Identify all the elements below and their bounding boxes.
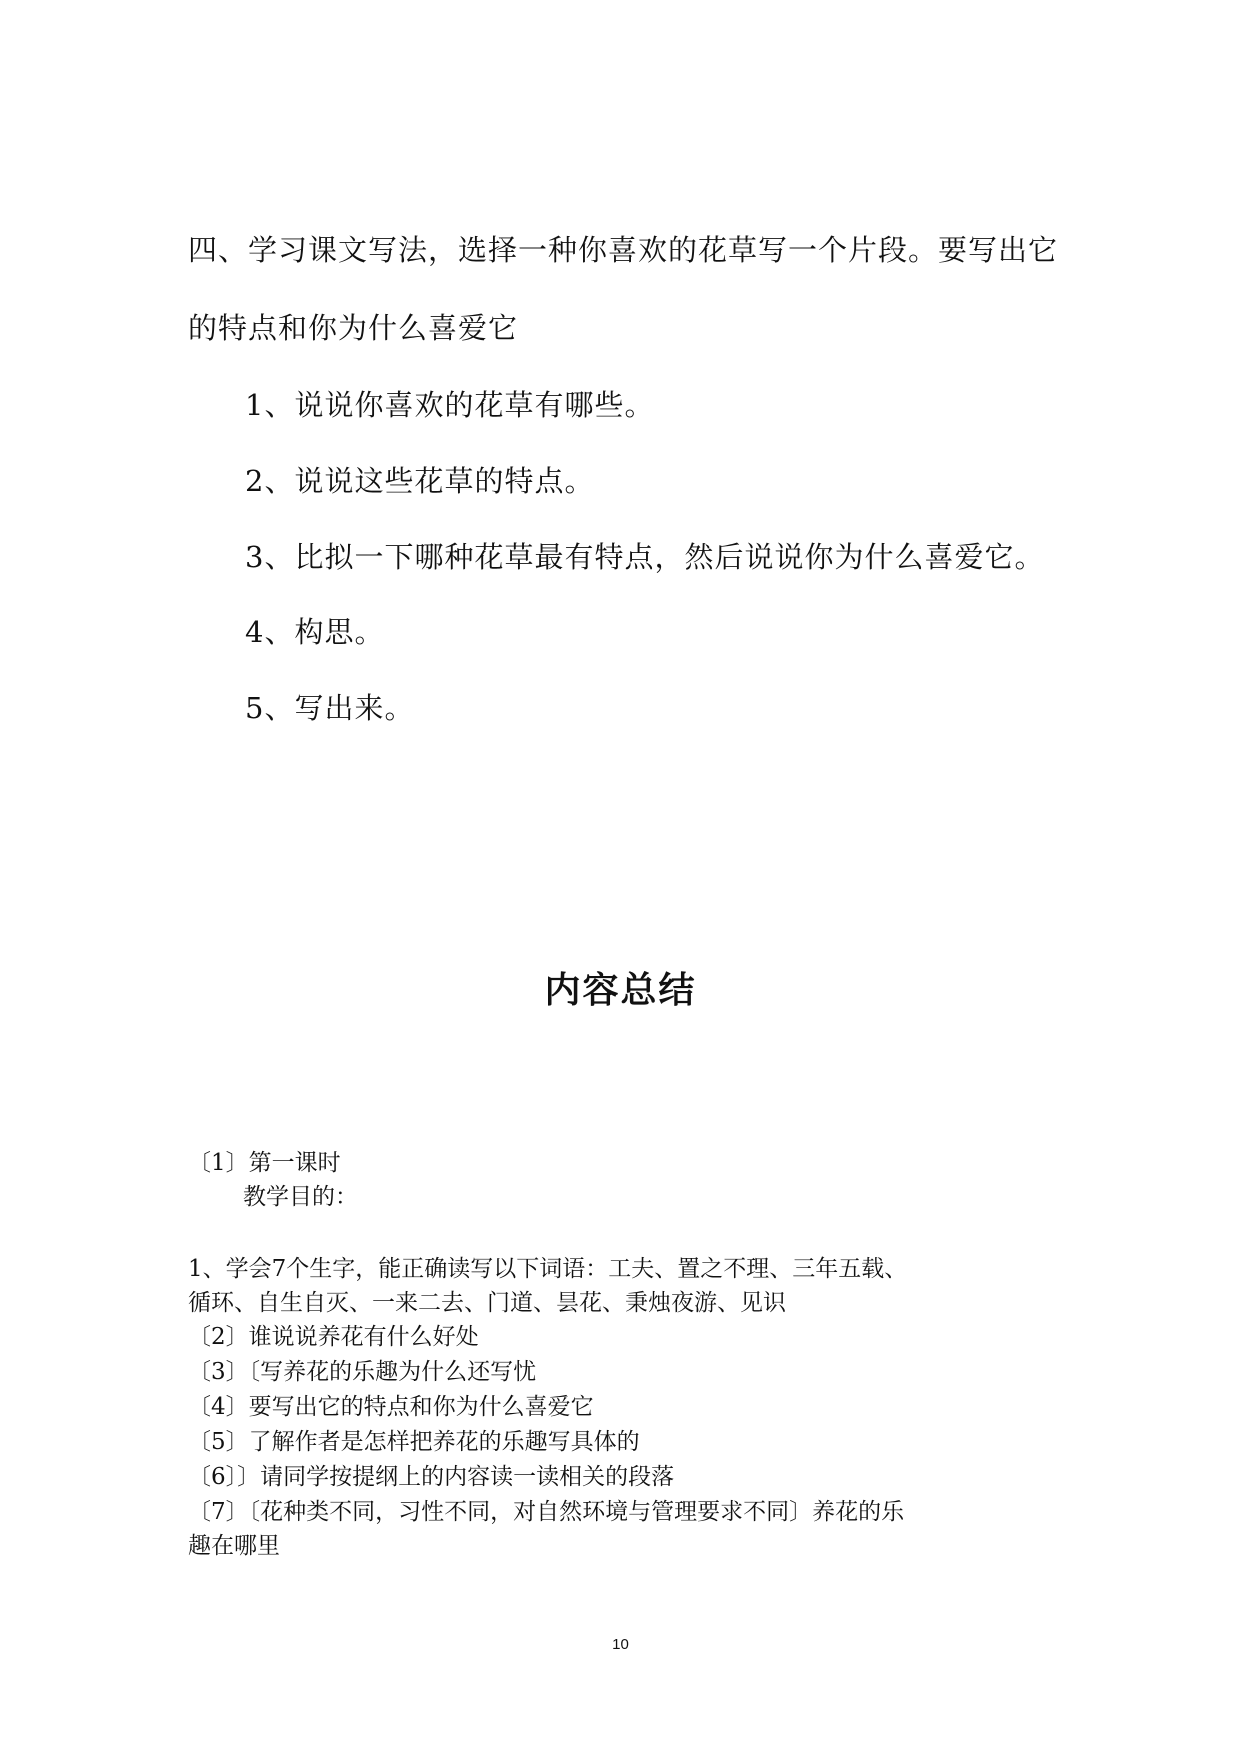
summary-line-8: 〔5〕了解作者是怎样把养花的乐趣写具体的 <box>188 1429 640 1455</box>
summary-line-7: 〔4〕要写出它的特点和你为什么喜爱它 <box>188 1394 594 1420</box>
section4-step-5: 5、写出来。 <box>245 691 415 725</box>
summary-line-11: 趣在哪里 <box>188 1533 280 1559</box>
section4-step-4: 4、构思。 <box>245 615 385 649</box>
section4-step-1: 1、说说你喜欢的花草有哪些。 <box>245 388 655 422</box>
summary-line-3: 1、学会7个生字，能正确读写以下词语：工夫、置之不理、三年五载、 <box>188 1256 908 1282</box>
summary-line-4: 循环、自生自灭、一来二去、门道、昙花、秉烛夜游、见识 <box>188 1290 786 1316</box>
section4-heading-line2: 的特点和你为什么喜爱它 <box>188 311 519 345</box>
page-number: 10 <box>612 1636 629 1653</box>
summary-line-5: 〔2〕谁说说养花有什么好处 <box>188 1324 479 1350</box>
summary-title: 内容总结 <box>544 970 697 1011</box>
section4-heading-line1: 四、学习课文写法，选择一种你喜欢的花草写一个片段。要写出它 <box>188 233 1059 267</box>
summary-line-2: 教学目的： <box>243 1184 358 1210</box>
summary-line-1: 〔1〕第一课时 <box>188 1150 341 1176</box>
section4-step-2: 2、说说这些花草的特点。 <box>245 464 595 498</box>
summary-line-9: 〔6〕〕请同学按提纲上的内容读一读相关的段落 <box>188 1464 675 1490</box>
summary-line-6: 〔3〕〔写养花的乐趣为什么还写忧 <box>188 1359 537 1385</box>
summary-line-10: 〔7〕〔花种类不同，习性不同，对自然环境与管理要求不同〕养花的乐 <box>188 1499 905 1525</box>
section4-step-3: 3、比拟一下哪种花草最有特点，然后说说你为什么喜爱它。 <box>245 540 1045 574</box>
